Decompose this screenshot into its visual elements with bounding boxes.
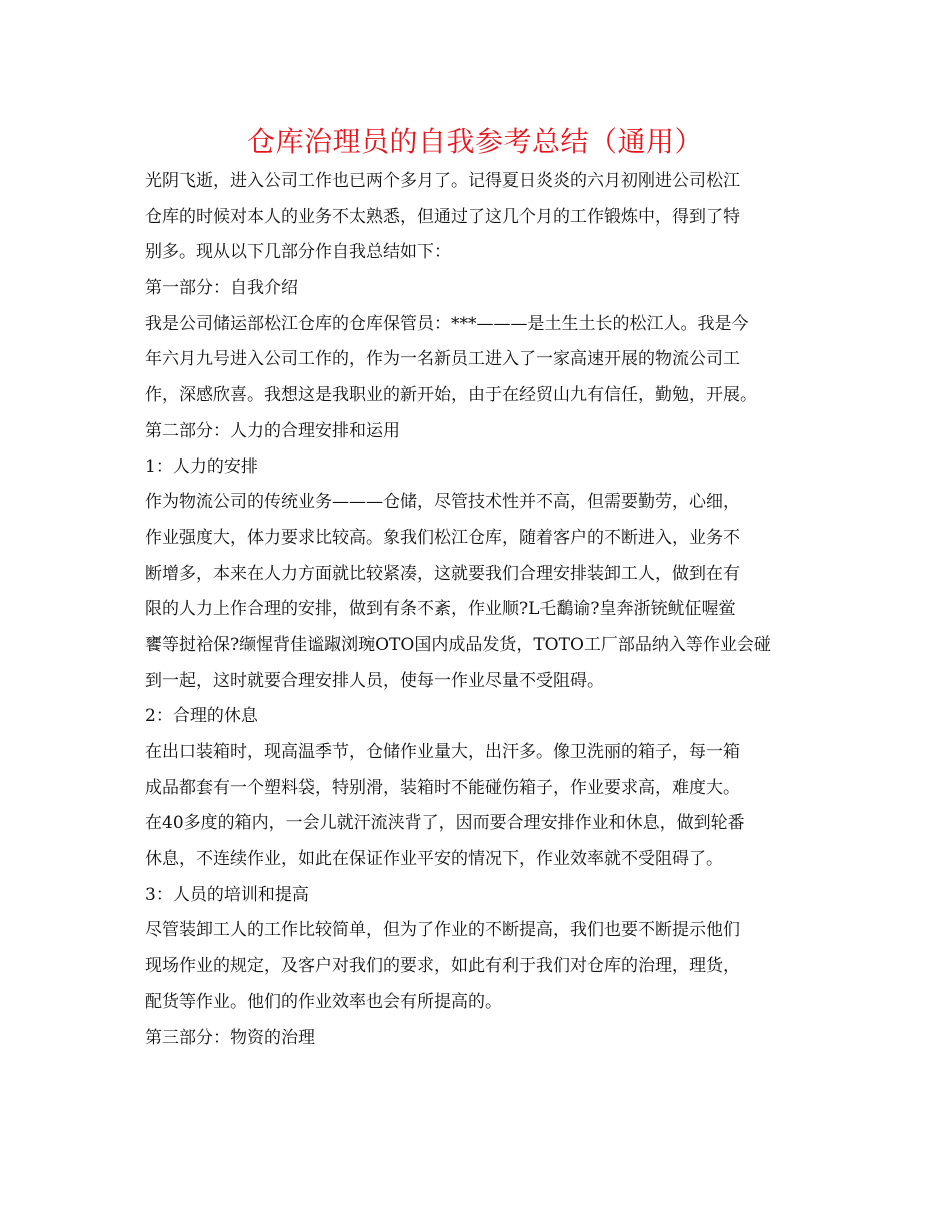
text-line: 仓库的时候对本人的业务不太熟悉，但通过了这几个月的工作锻炼中，得到了特 [145,206,740,227]
subsection-heading-2: 2：合理的休息 [145,706,258,727]
text-line: 到一起，这时就要合理安排人员，使每一作业尽量不受阻碍。 [145,670,604,691]
text-line: 现场作业的规定，及客户对我们的要求，如此有利于我们对仓库的治理，理货， [145,956,740,977]
text-line: 光阴飞逝，进入公司工作也已两个多月了。记得夏日炎炎的六月初刚进公司松江 [145,171,740,191]
text-line: 尽管装卸工人的工作比较简单，但为了作业的不断提高，我们也要不断提示他们 [145,920,740,941]
text-line: 配货等作业。他们的作业效率也会有所提高的。 [145,991,502,1012]
document-body [145,164,815,1056]
text-line: 作业强度大，体力要求比较高。象我们松江仓库，随着客户的不断进入，业务不 [145,527,740,548]
text-line: 别多。现从以下几部分作自我总结如下： [145,242,451,263]
text-line: 在出口装箱时，现高温季节，仓储作业量大，出汗多。像卫洗丽的箱子，每一箱 [145,742,740,762]
text-line: 年六月九号进入公司工作的，作为一名新员工进入了一家高速开展的物流公司工 [145,349,740,370]
text-line: 作，深感欣喜。我想这是我职业的新开始，由于在经贸山九有信任，勤勉，开展。 [145,385,757,406]
text-line: 休息，不连续作业，如此在保证作业平安的情况下，作业效率就不受阻碍了。 [145,849,723,870]
document-title: 仓库治理员的自我参考总结（通用） [246,125,703,158]
text-line: 作为物流公司的传统业务———仓储，尽管技术性并不高，但需要勤劳，心细， [145,492,740,513]
text-line: 限的人力上作合理的安排，做到有条不紊，作业顺?L乇鷭谕?皇奔浙铳鱿佂喔鲎 [145,599,736,620]
section-heading-1: 第一部分：自我介绍 [145,278,298,299]
subsection-heading-3: 3：人员的培训和提高 [145,884,309,905]
subsection-heading-1: 1：人力的安排 [145,456,258,477]
text-line: 饔等挝袷保?缬惺背佳谧踧浏琬OTO国内成品发货，TOTO工厂部品纳入等作业会碰 [145,634,771,655]
text-line: 在40多度的箱内，一会儿就汗流浃背了，因而要合理安排作业和休息，做到轮番 [145,813,745,834]
text-line: 成品都套有一个塑料袋，特别滑，装箱时不能碰伤箱子，作业要求高，难度大。 [145,777,740,798]
section-heading-3: 第三部分：物资的治理 [145,1027,315,1048]
text-line: 我是公司储运部松江仓库的仓库保管员：***———是土生土长的松江人。我是今 [145,313,749,334]
text-line: 断增多，本来在人力方面就比较紧凑，这就要我们合理安排装卸工人，做到在有 [145,563,740,584]
section-heading-2: 第二部分：人力的合理安排和运用 [145,420,400,441]
